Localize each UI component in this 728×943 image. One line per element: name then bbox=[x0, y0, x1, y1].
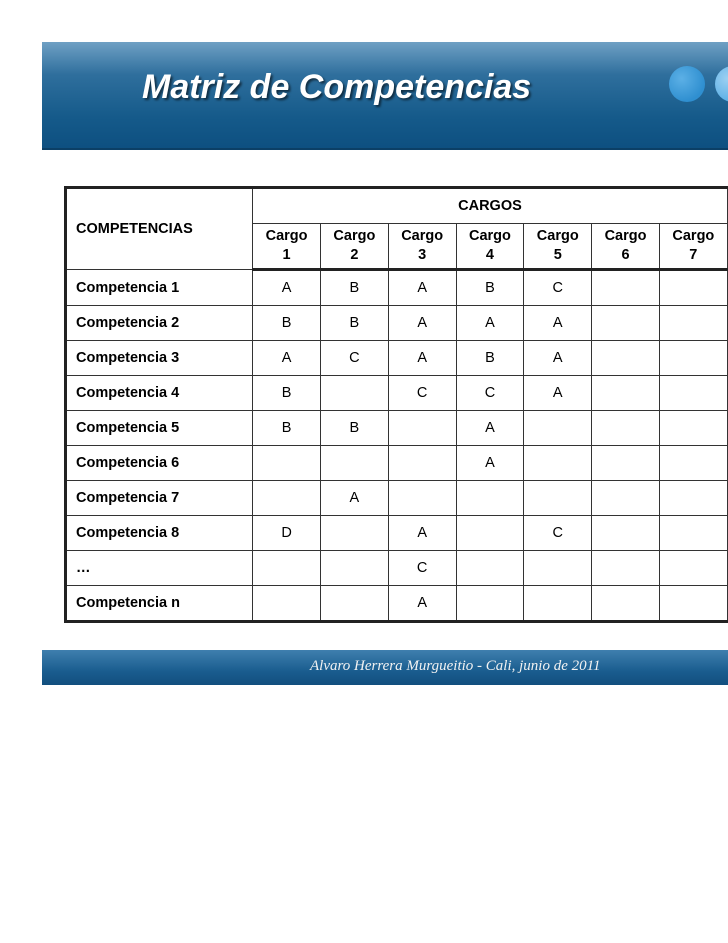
cargo-header-number: 1 bbox=[282, 247, 291, 263]
level-cell bbox=[659, 586, 727, 622]
level-cell bbox=[321, 376, 388, 411]
table-row bbox=[66, 411, 728, 446]
cargo-column-header bbox=[524, 224, 592, 270]
level-cell bbox=[456, 551, 523, 586]
table-row bbox=[66, 341, 728, 376]
level-cell bbox=[592, 481, 659, 516]
cargo-column-header bbox=[388, 224, 456, 270]
level-cell bbox=[659, 446, 727, 481]
level-cell: C bbox=[321, 341, 388, 376]
level-cell bbox=[388, 481, 456, 516]
level-cell bbox=[456, 586, 523, 622]
level-cell: A bbox=[321, 481, 388, 516]
level-cell bbox=[592, 586, 659, 622]
level-cell: B bbox=[321, 411, 388, 446]
level-cell: A bbox=[524, 341, 592, 376]
level-cell bbox=[252, 551, 320, 586]
level-cell bbox=[659, 270, 727, 306]
competency-label: Competencia n bbox=[66, 586, 253, 622]
level-cell bbox=[321, 446, 388, 481]
level-cell: A bbox=[524, 376, 592, 411]
competencias-header: COMPETENCIAS bbox=[66, 188, 253, 270]
level-cell: A bbox=[388, 270, 456, 306]
competency-label: Competencia 3 bbox=[66, 341, 253, 376]
level-cell bbox=[524, 411, 592, 446]
level-cell: C bbox=[388, 376, 456, 411]
cargo-header-word: Cargo bbox=[672, 228, 715, 244]
level-cell bbox=[388, 446, 456, 481]
competency-label: Competencia 6 bbox=[66, 446, 253, 481]
level-cell: A bbox=[524, 306, 592, 341]
cargos-header: CARGOS bbox=[252, 188, 727, 224]
footer-bar bbox=[42, 650, 728, 685]
level-cell bbox=[321, 516, 388, 551]
level-cell: D bbox=[252, 516, 320, 551]
level-cell: B bbox=[456, 270, 523, 306]
level-cell bbox=[524, 551, 592, 586]
level-cell: A bbox=[388, 341, 456, 376]
cargo-header-word: Cargo bbox=[401, 228, 444, 244]
cargo-header-number: 6 bbox=[621, 247, 630, 263]
cargo-header-number: 4 bbox=[485, 247, 494, 263]
competency-label: Competencia 1 bbox=[66, 270, 253, 306]
level-cell bbox=[659, 481, 727, 516]
level-cell bbox=[592, 270, 659, 306]
cargo-header-number: 3 bbox=[418, 247, 427, 263]
table-row bbox=[66, 586, 728, 622]
level-cell: A bbox=[252, 341, 320, 376]
level-cell bbox=[524, 586, 592, 622]
level-cell bbox=[659, 306, 727, 341]
cargo-column-header bbox=[456, 224, 523, 270]
level-cell bbox=[252, 446, 320, 481]
level-cell: B bbox=[252, 411, 320, 446]
matrix-body bbox=[66, 270, 728, 622]
footer-credit: Alvaro Herrera Murgueitio - Cali, junio de 2011 bbox=[310, 658, 601, 674]
table-row bbox=[66, 270, 728, 306]
competency-label: Competencia 7 bbox=[66, 481, 253, 516]
level-cell bbox=[592, 411, 659, 446]
slide-title: Matriz de Competencias bbox=[142, 68, 532, 106]
decorative-circle-icon bbox=[715, 66, 728, 102]
cargo-column-header bbox=[252, 224, 320, 270]
level-cell bbox=[321, 551, 388, 586]
cargo-column-header bbox=[659, 224, 727, 270]
level-cell bbox=[659, 516, 727, 551]
level-cell bbox=[659, 341, 727, 376]
level-cell bbox=[592, 516, 659, 551]
level-cell bbox=[252, 586, 320, 622]
level-cell: A bbox=[456, 306, 523, 341]
cargo-header-word: Cargo bbox=[333, 228, 376, 244]
level-cell bbox=[659, 411, 727, 446]
competency-label: Competencia 4 bbox=[66, 376, 253, 411]
table-row bbox=[66, 481, 728, 516]
competency-label: Competencia 2 bbox=[66, 306, 253, 341]
competency-label: … bbox=[66, 551, 253, 586]
level-cell: B bbox=[252, 306, 320, 341]
level-cell bbox=[524, 481, 592, 516]
cargo-header-word: Cargo bbox=[468, 228, 511, 244]
cargo-header-word: Cargo bbox=[536, 228, 579, 244]
level-cell: C bbox=[524, 270, 592, 306]
level-cell bbox=[592, 306, 659, 341]
level-cell: B bbox=[321, 306, 388, 341]
title-banner bbox=[42, 42, 728, 150]
competency-matrix-table bbox=[64, 186, 728, 623]
level-cell bbox=[659, 551, 727, 586]
level-cell bbox=[592, 446, 659, 481]
level-cell bbox=[321, 586, 388, 622]
level-cell bbox=[456, 481, 523, 516]
level-cell bbox=[388, 411, 456, 446]
level-cell: A bbox=[388, 516, 456, 551]
competency-label: Competencia 8 bbox=[66, 516, 253, 551]
level-cell bbox=[592, 551, 659, 586]
cargo-column-header bbox=[592, 224, 659, 270]
table-row bbox=[66, 551, 728, 586]
level-cell: B bbox=[456, 341, 523, 376]
competency-label: Competencia 5 bbox=[66, 411, 253, 446]
cargo-header-word: Cargo bbox=[265, 228, 308, 244]
cargo-header-number: 5 bbox=[553, 247, 562, 263]
level-cell bbox=[659, 376, 727, 411]
level-cell: C bbox=[524, 516, 592, 551]
level-cell: A bbox=[388, 306, 456, 341]
level-cell bbox=[252, 481, 320, 516]
level-cell: C bbox=[388, 551, 456, 586]
level-cell bbox=[592, 341, 659, 376]
table-row bbox=[66, 516, 728, 551]
table-row bbox=[66, 376, 728, 411]
level-cell bbox=[592, 376, 659, 411]
cargo-header-number: 2 bbox=[350, 247, 359, 263]
level-cell: A bbox=[456, 446, 523, 481]
table-row bbox=[66, 446, 728, 481]
level-cell: C bbox=[456, 376, 523, 411]
cargo-column-header bbox=[321, 224, 388, 270]
level-cell: B bbox=[321, 270, 388, 306]
cargo-header-number: 7 bbox=[689, 247, 698, 263]
level-cell: A bbox=[252, 270, 320, 306]
table-row bbox=[66, 306, 728, 341]
level-cell: B bbox=[252, 376, 320, 411]
decorative-circle-icon bbox=[669, 66, 705, 102]
level-cell: A bbox=[456, 411, 523, 446]
cargo-header-word: Cargo bbox=[604, 228, 647, 244]
level-cell: A bbox=[388, 586, 456, 622]
level-cell bbox=[456, 516, 523, 551]
level-cell bbox=[524, 446, 592, 481]
